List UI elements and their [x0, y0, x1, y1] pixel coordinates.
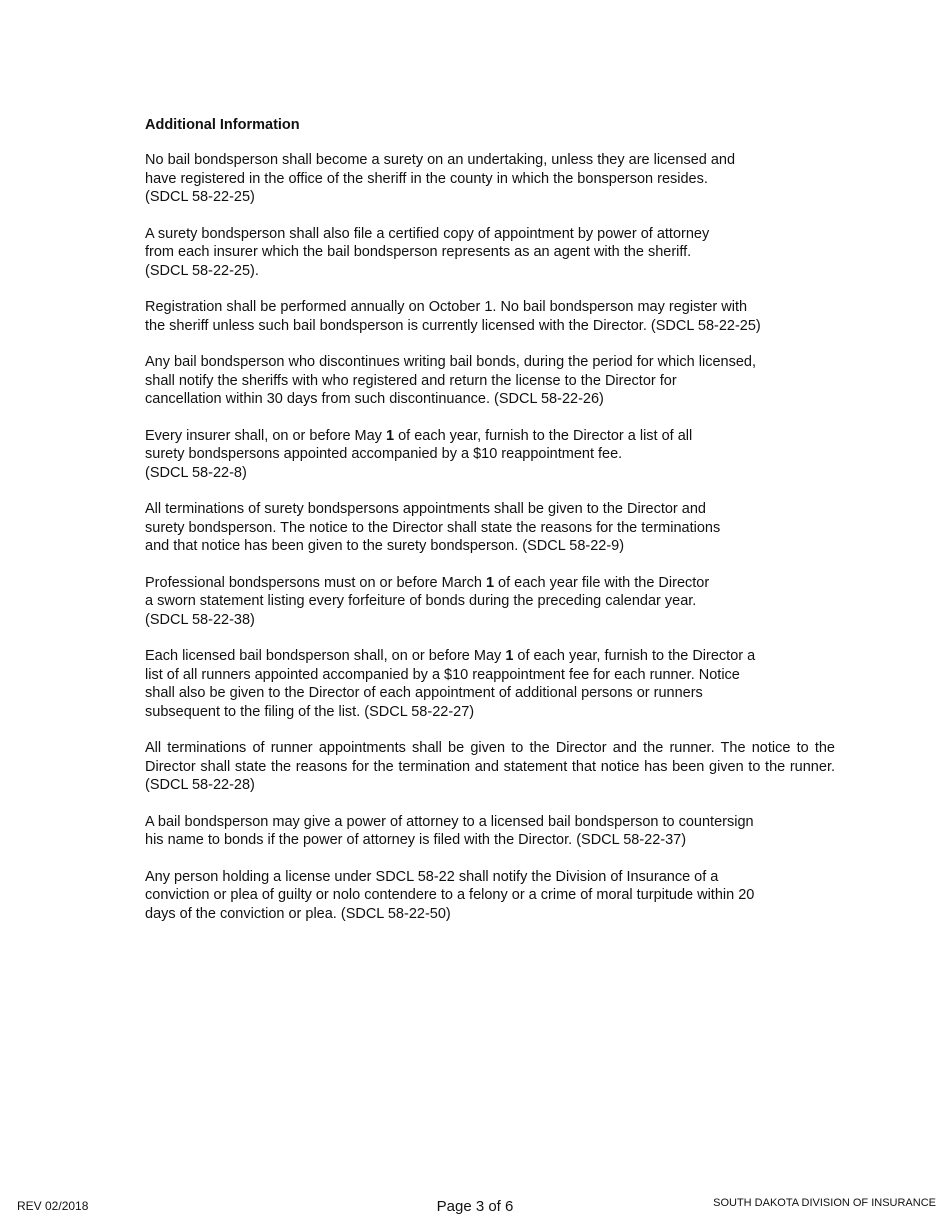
- text-line: list of all runners appointed accompanied by a $10 reappointment fee for each runner. Notice: [145, 666, 740, 683]
- footer-page-number: Page 3 of 6: [436, 1198, 514, 1215]
- paragraph-forfeiture-statement: [145, 574, 835, 630]
- text-line: All terminations of surety bondspersons appointments shall be given to the Director and: [145, 501, 706, 517]
- paragraph-power-of-attorney: [145, 813, 835, 850]
- text-line: Every insurer shall, on or before May 1 of each year, furnish to the Director a list of all: [145, 427, 693, 444]
- text-line: (SDCL 58-22-8): [145, 464, 247, 481]
- text-line: Professional bondspersons must on or before March 1 of each year file with the Director: [145, 574, 710, 591]
- text-line: (SDCL 58-22-25).: [145, 262, 259, 279]
- section-heading: Additional Information: [145, 117, 300, 133]
- text-line: surety bondspersons appointed accompanied by a $10 reappointment fee.: [145, 446, 623, 462]
- paragraph-runner-terminations: All terminations of runner appointments shall be given to the Director and the runner. The notice to the Director shall state the reasons for the termination and statement that notice has been given to the runner. (SDCL 58-22-28): [145, 740, 835, 793]
- text-line: Any bail bondsperson who discontinues writing bail bonds, during the period for which licensed,: [145, 354, 756, 370]
- text-line: (SDCL 58-22-38): [145, 611, 255, 628]
- paragraph-discontinuance: [145, 353, 835, 409]
- footer-revision: REV 02/2018: [17, 1199, 89, 1213]
- text-line: shall notify the sheriffs with who registered and return the license to the Director for: [145, 372, 677, 389]
- text-line: have registered in the office of the sheriff in the county in which the bonsperson resides.: [145, 170, 708, 187]
- text-line: No bail bondsperson shall become a surety on an undertaking, unless they are licensed and: [145, 152, 736, 168]
- text-line: A surety bondsperson shall also file a certified copy of appointment by power of attorney: [145, 225, 710, 242]
- text-line: shall also be given to the Director of each appointment of additional persons or runners: [145, 685, 703, 701]
- footer-organization: SOUTH DAKOTA DIVISION OF INSURANCE: [713, 1197, 936, 1209]
- text-line: subsequent to the filing of the list. (SDCL 58-22-27): [145, 703, 475, 720]
- text-line: the sheriff unless such bail bondsperson is currently licensed with the Director. (SDCL 58-22-25): [145, 317, 761, 334]
- text-line: surety bondsperson. The notice to the Director shall state the reasons for the terminations: [145, 519, 721, 536]
- text-line: Registration shall be performed annually on October 1. No bail bondsperson may register with: [145, 299, 748, 315]
- paragraph-insurer-list: [145, 427, 835, 483]
- text-line: days of the conviction or plea. (SDCL 58-22-50): [145, 905, 451, 922]
- text-line: from each insurer which the bail bondsperson represents as an agent with the sheriff.: [145, 244, 692, 260]
- paragraph-conviction-notice: [145, 868, 835, 924]
- text-line: Each licensed bail bondsperson shall, on or before May 1 of each year, furnish to the Director a: [145, 648, 756, 664]
- text-line: A bail bondsperson may give a power of attorney to a licensed bail bondsperson to countersign: [145, 813, 754, 830]
- paragraph-certified-copy: [145, 225, 835, 281]
- paragraph-annual-registration: [145, 298, 835, 335]
- text-line: Any person holding a license under SDCL 58-22 shall notify the Division of Insurance of a: [145, 868, 719, 885]
- text-line: cancellation within 30 days from such discontinuance. (SDCL 58-22-26): [145, 391, 604, 407]
- text-line: a sworn statement listing every forfeiture of bonds during the preceding calendar year.: [145, 593, 697, 609]
- paragraph-registration-requirement: [145, 151, 835, 207]
- text-line: (SDCL 58-22-25): [145, 189, 255, 205]
- document-body: [145, 116, 835, 941]
- text-line: his name to bonds if the power of attorney is filed with the Director. (SDCL 58-22-37): [145, 832, 687, 848]
- paragraph-runner-list: [145, 647, 835, 721]
- paragraph-surety-terminations: [145, 500, 835, 556]
- text-line: conviction or plea of guilty or nolo contendere to a felony or a crime of moral turpitude within 20: [145, 887, 755, 903]
- text-line: and that notice has been given to the surety bondsperson. (SDCL 58-22-9): [145, 538, 625, 554]
